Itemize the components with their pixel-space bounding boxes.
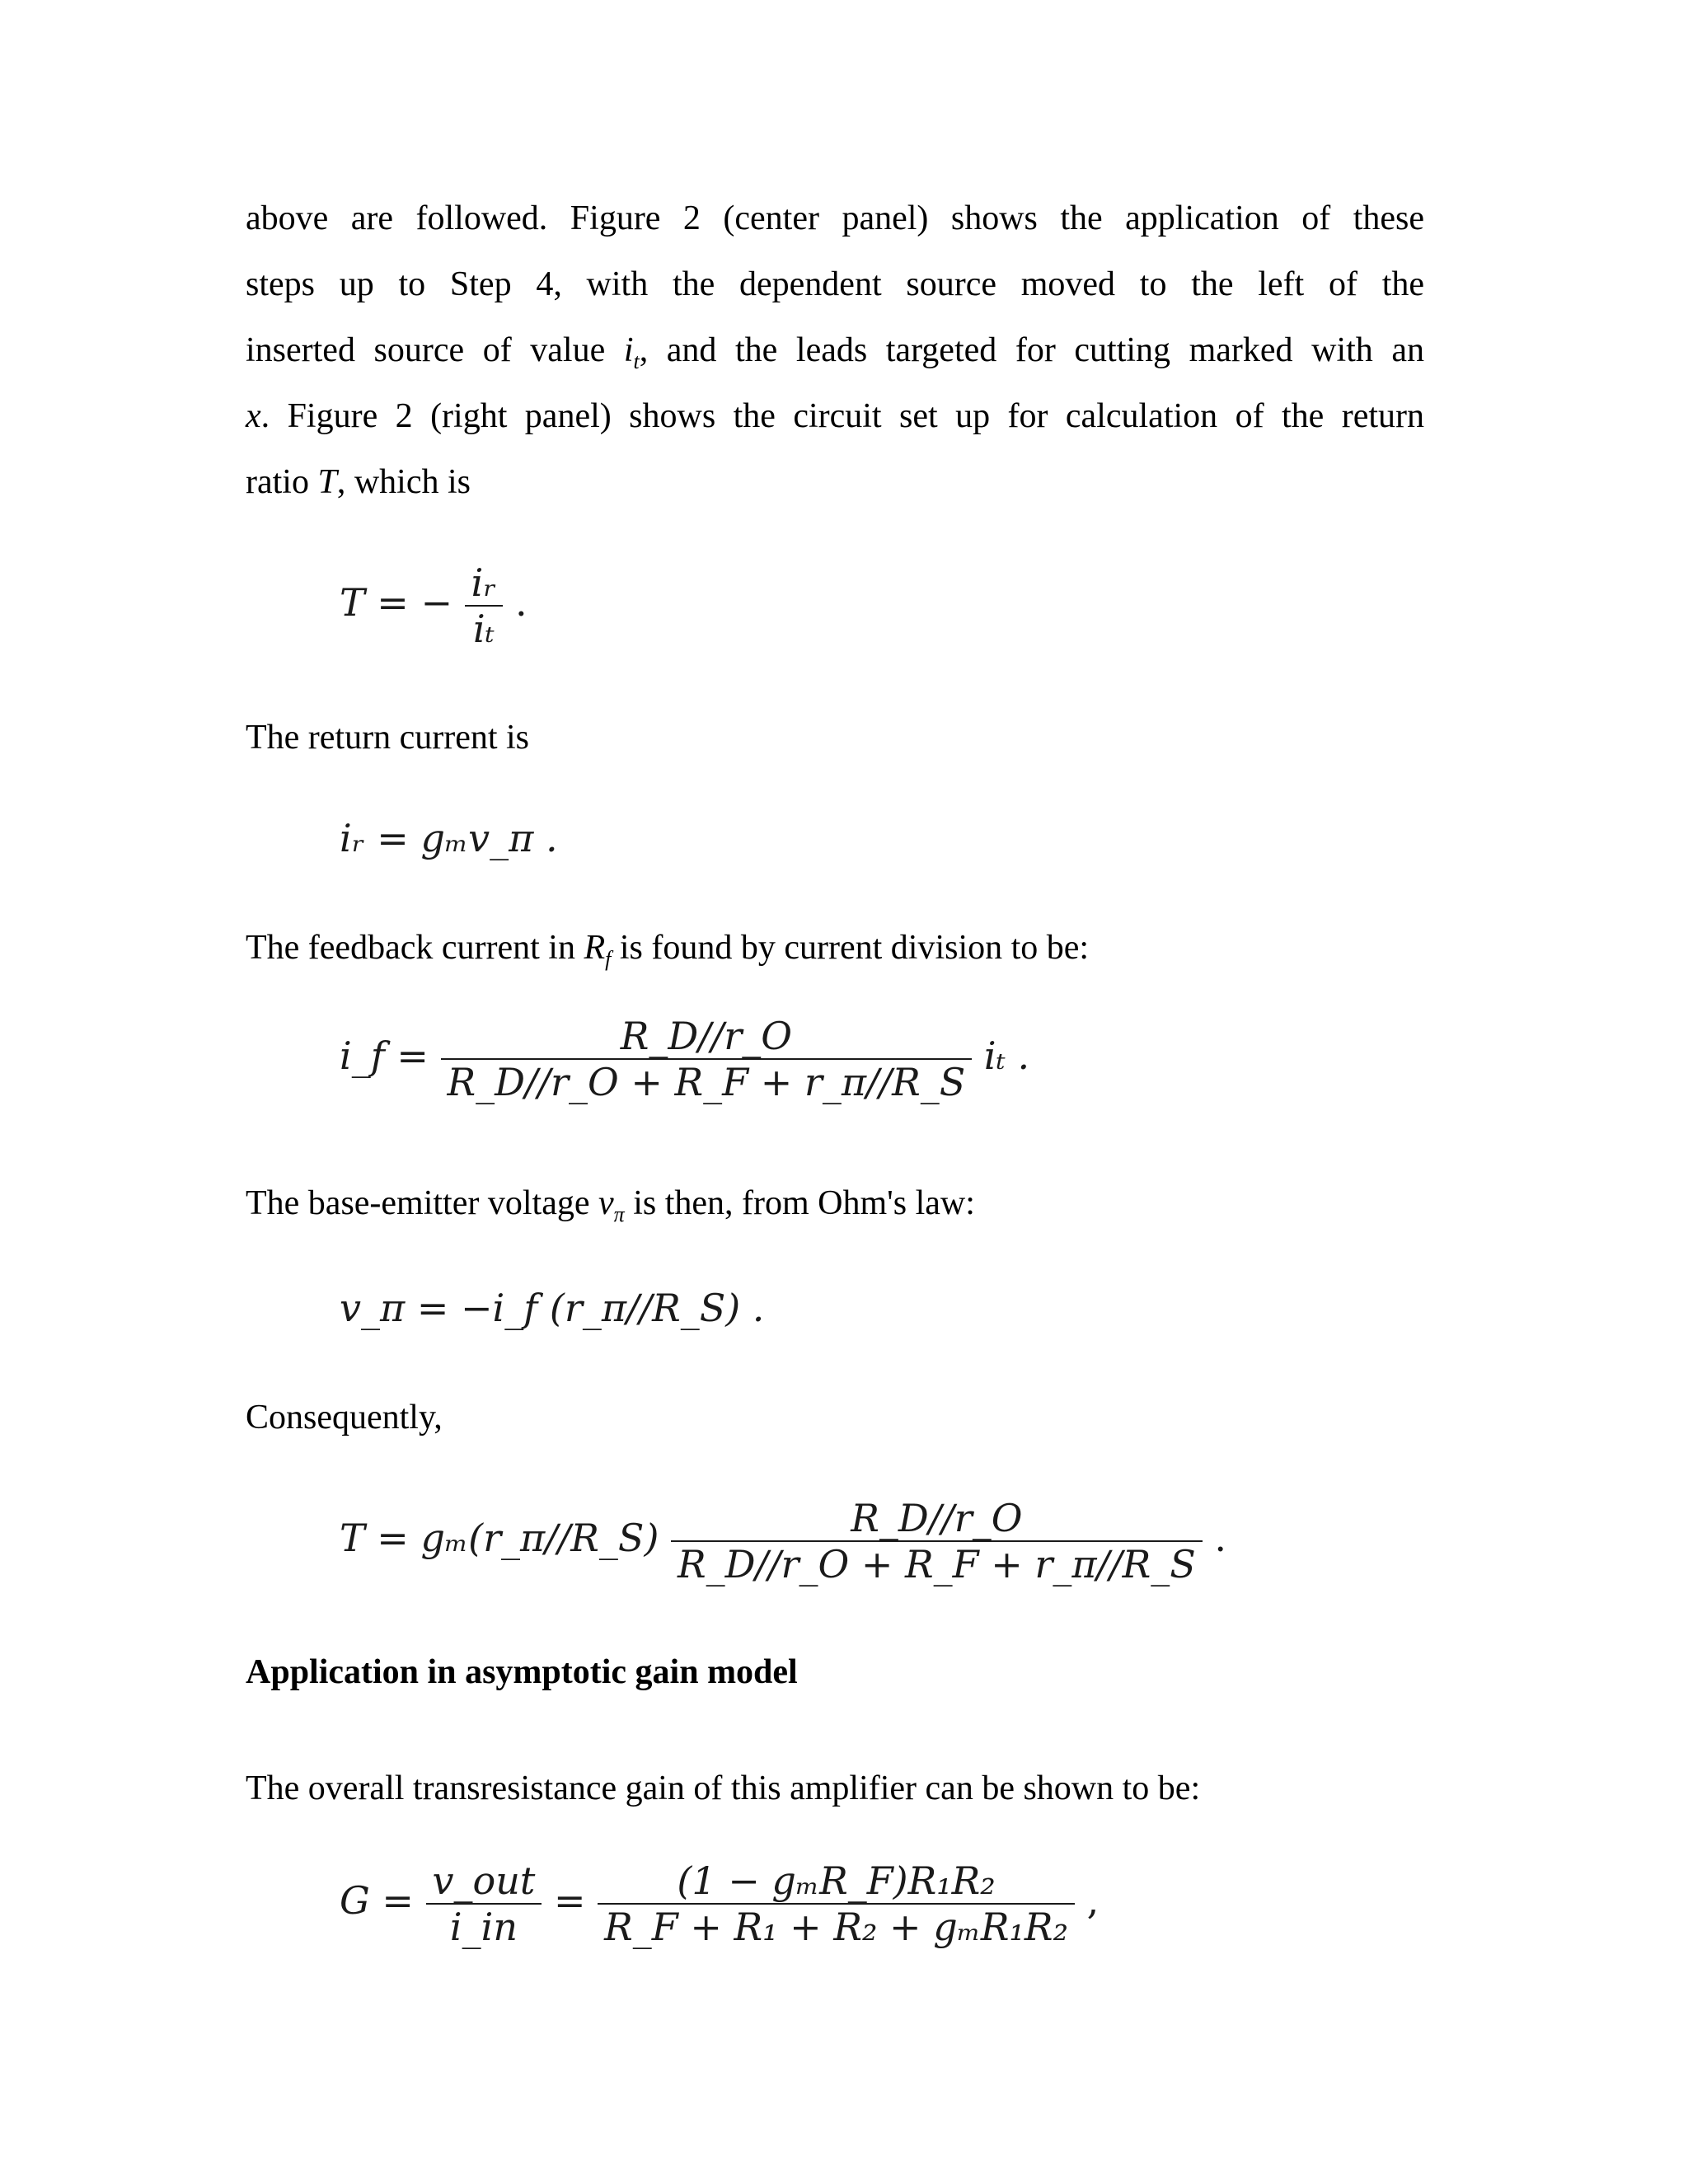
eq-lhs: i_f = (340, 1033, 429, 1078)
equation-return-ratio (340, 560, 528, 651)
text-run: ratio (246, 463, 318, 501)
eq-equals: = (553, 1878, 586, 1923)
variable-i: i (623, 331, 634, 369)
eq-fraction (426, 1858, 542, 1949)
paragraph-line (246, 317, 1424, 383)
subscript-pi: π (613, 1202, 625, 1227)
eq-fraction (441, 1014, 973, 1104)
eq-fraction (465, 560, 504, 651)
eq-fraction (598, 1858, 1075, 1949)
eq-tail: . (1214, 1516, 1226, 1560)
variable-v: v (598, 1184, 614, 1222)
eq-fraction (671, 1496, 1203, 1586)
text-run: is found by current division to be: (611, 929, 1090, 967)
paragraph-line: above are followed. Figure 2 (center panel) shows the application of these (246, 199, 1424, 237)
equation-base-emitter: v_π = −i_f (r_π//R_S) . (340, 1286, 765, 1330)
eq-lhs: T = gₘ(r_π//R_S) (340, 1516, 659, 1560)
eq-numerator: R_D//r_O (620, 1014, 792, 1058)
text-run: , which is (336, 463, 471, 501)
eq-tail: iₜ . (983, 1033, 1030, 1078)
eq-numerator: R_D//r_O (851, 1496, 1023, 1540)
intro-paragraph (246, 185, 1424, 515)
text-run: . Figure 2 (right panel) shows the circuit set up for calculation of the return (260, 397, 1424, 435)
variable-x: x (246, 397, 261, 435)
paragraph-line (246, 383, 1424, 449)
subscript-t: t (633, 349, 640, 374)
eq-lhs: T = − (340, 580, 453, 625)
equation-feedback-current (340, 1014, 1029, 1104)
feedback-current-text (246, 915, 1424, 992)
eq-denominator: i_in (449, 1905, 518, 1949)
variable-T: T (317, 463, 337, 501)
text-run: inserted source of value (246, 331, 624, 369)
eq-numerator: v_out (432, 1858, 536, 1903)
equation-return-ratio-result (340, 1496, 1226, 1586)
text-run: The feedback current in (246, 929, 584, 967)
paragraph-line: steps up to Step 4, with the dependent source moved to the left of the (246, 265, 1424, 303)
section-heading: Application in asymptotic gain model (246, 1653, 798, 1691)
equation-transresistance-gain (340, 1858, 1099, 1949)
subscript-f: f (605, 947, 612, 972)
eq-denominator: R_D//r_O + R_F + r_π//R_S (678, 1542, 1196, 1586)
eq-numerator: (1 − gₘR_F)R₁R₂ (677, 1858, 996, 1903)
return-current-text: The return current is (246, 719, 530, 757)
variable-R: R (584, 929, 606, 967)
eq-tail: . (514, 580, 528, 625)
eq-denominator: R_D//r_O + R_F + r_π//R_S (447, 1060, 966, 1104)
eq-lhs: G = (340, 1878, 414, 1923)
text-run: , and the leads targeted for cutting marked with an (639, 331, 1424, 369)
base-emitter-text (246, 1170, 1424, 1248)
text-run: The base-emitter voltage (246, 1184, 598, 1222)
eq-denominator: iₜ (472, 607, 495, 651)
consequently-text: Consequently, (246, 1399, 443, 1436)
eq-denominator: R_F + R₁ + R₂ + gₘR₁R₂ (604, 1905, 1069, 1949)
eq-numerator: iᵣ (471, 560, 497, 605)
paragraph-line (246, 449, 1424, 515)
eq-tail: , (1086, 1878, 1100, 1923)
transresistance-text: The overall transresistance gain of this amplifier can be shown to be: (246, 1769, 1201, 1807)
equation-return-current: iᵣ = gₘv_π . (340, 816, 558, 860)
text-run: is then, from Ohm's law: (624, 1184, 975, 1222)
